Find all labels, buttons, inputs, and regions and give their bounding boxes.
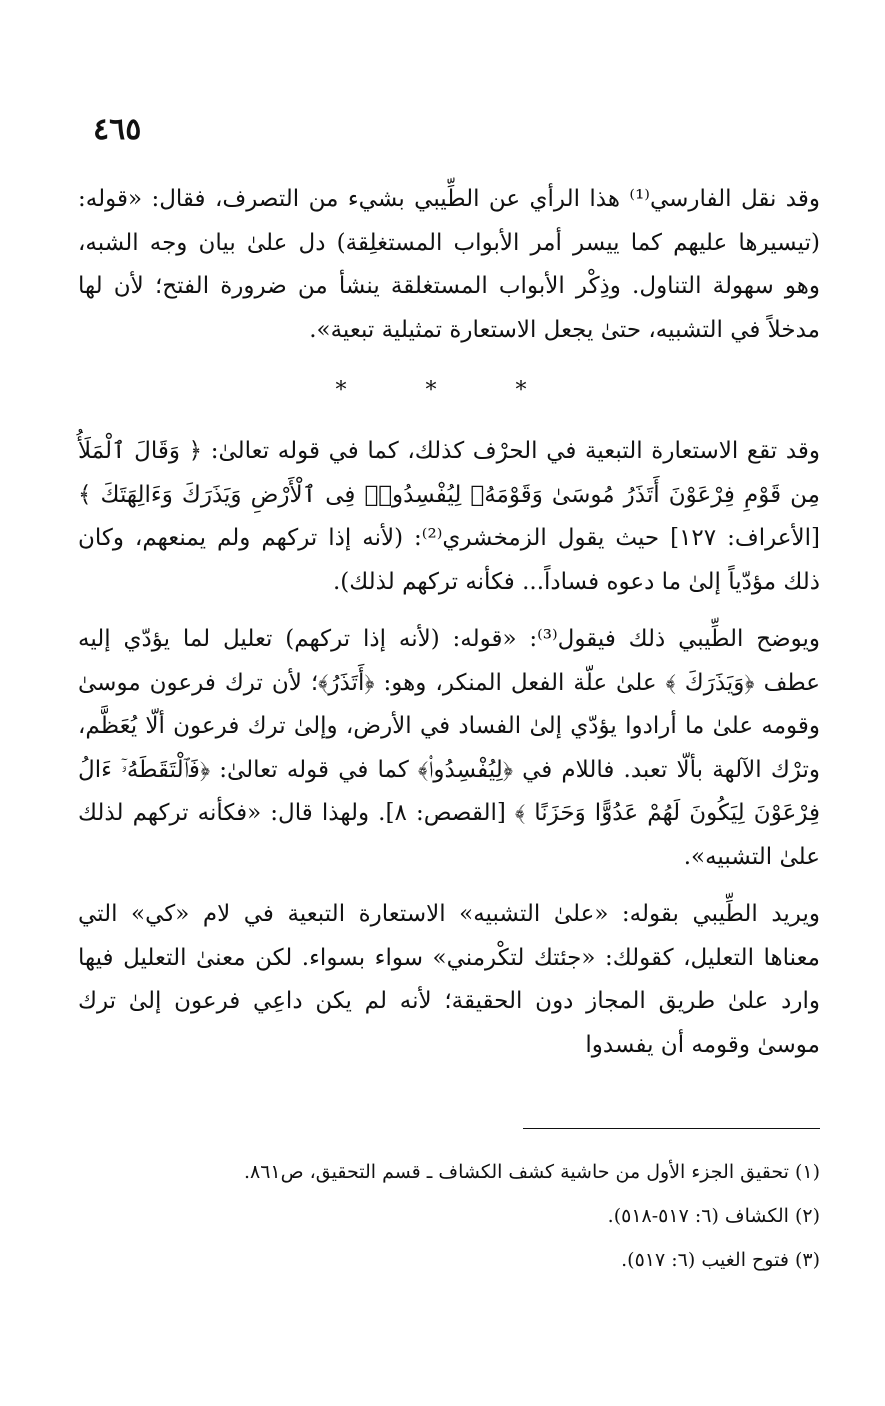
body-text xyxy=(78,178,820,1081)
section-separator: * * * xyxy=(335,378,563,403)
paragraph-tibi-explains: ويوضح الطِّيبي ذلك فيقول⁽³⁾: «قوله: (لأنه إذا تركهم) تعليل لما يؤدّي إليه عطف ﴿وَيَذَرَكَ ﴾ علىٰ علّة الفعل المنكر، وهو: ﴿أَتَذَرُ﴾؛ لأن ترك فرعون موسىٰ وقومه علىٰ ما أرادوا يؤدّي إلىٰ الفساد في الأرض، وإلىٰ ترك فرعون ألّا يُعَظَّم، وترْك الآلهة بألّا تعبد. فاللام في ﴿لِيُفْسِدُوا۟﴾ كما في قوله تعالىٰ: ﴿فَٱلْتَقَطَهُۥٓ ءَالُ فِرْعَوْنَ لِيَكُونَ لَهُمْ عَدُوًّا وَحَزَنًا ﴾ [القصص: ٨]. ولهذا قال: «فكأنه تركهم لذلك علىٰ التشبيه». xyxy=(78,626,820,870)
footnote-item: (٣) فتوح الغيب (٦: ٥١٧). xyxy=(621,1249,820,1271)
paragraph-farisi-quote: وقد نقل الفارسي⁽¹⁾ هذا الرأي عن الطِّيبي بشيء من التصرف، فقال: «قوله: (تيسيرها عليهم كما ييسر أمر الأبواب المستغلِقة) دل علىٰ بيان وجه الشبه، وهو سهولة التناول. وذِكْر الأبواب المستغلقة ينشأ من ضرورة الفتح؛ لأن لها مدخلاً في التشبيه، حتىٰ يجعل الاستعارة تمثيلية تبعية». xyxy=(78,186,820,343)
footnote-item: (١) تحقيق الجزء الأول من حاشية كشف الكشاف ـ قسم التحقيق، ص٨٦١. xyxy=(243,1161,820,1183)
footnotes xyxy=(90,1150,820,1282)
page-number: ٤٦٥ xyxy=(93,112,142,147)
paragraph-lam-kay: ويريد الطِّيبي بقوله: «علىٰ التشبيه» الاستعارة التبعية في لام «كي» التي معناها التعليل، كقولك: «جئتك لتكْرمني» سواء بسواء. لكن معنىٰ التعليل فيها وارد علىٰ طريق المجاز دون الحقيقة؛ لأنه لم يكن داعِي فرعون إلىٰ ترك موسىٰ وقومه أن يفسدوا xyxy=(78,901,820,1058)
paragraph-harf-istiara: وقد تقع الاستعارة التبعية في الحرْف كذلك، كما في قوله تعالىٰ: ﴿ وَقَالَ ٱلْمَلَأُ مِن قَوْمِ فِرْعَوْنَ أَتَذَرُ مُوسَىٰ وَقَوْمَهُۥ لِيُفْسِدُوا۟ فِى ٱلْأَرْضِ وَيَذَرَكَ وَءَالِهَتَكَ ﴾ [الأعراف: ١٢٧] حيث يقول الزمخشري⁽²⁾: (لأنه إذا تركهم ولم يمنعهم، وكان ذلك مؤدّياً إلىٰ ما دعوه فساداً... فكأنه تركهم لذلك). xyxy=(78,438,820,595)
footnote-divider xyxy=(523,1128,820,1129)
footnote-item: (٢) الكشاف (٦: ٥١٧-٥١٨). xyxy=(607,1205,820,1227)
